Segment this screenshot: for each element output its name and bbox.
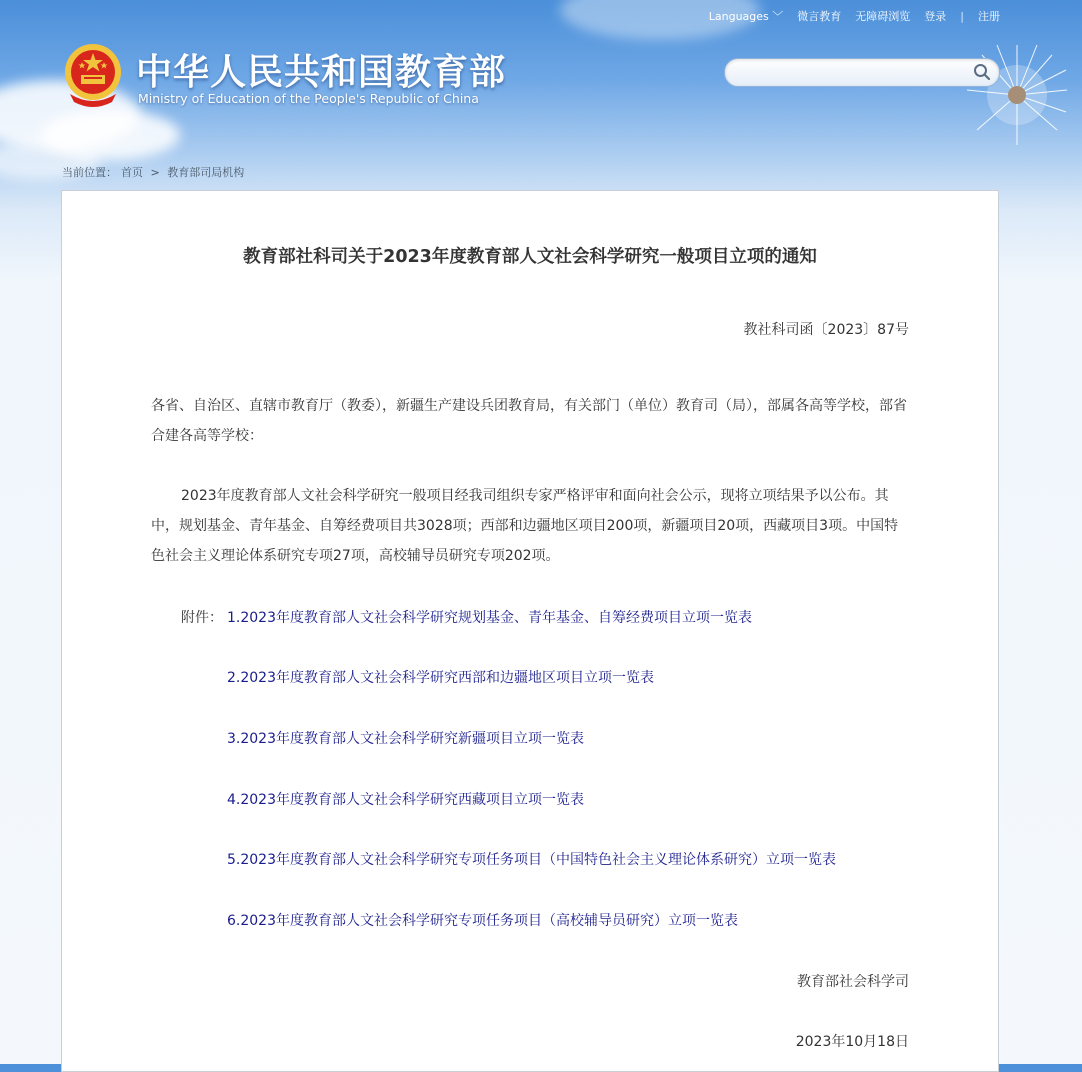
document-panel xyxy=(61,190,999,1072)
attachment-link-6[interactable]: 6.2023年度教育部人文社会科学研究专项任务项目（高校辅导员研究）立项一览表 xyxy=(227,913,738,929)
chevron-down-icon: ﹀ xyxy=(772,10,784,23)
site-title[interactable]: 中华人民共和国教育部 xyxy=(136,52,507,93)
dandelion-decoration xyxy=(962,40,1072,150)
document-number: 教社科司函〔2023〕87号 xyxy=(743,322,909,338)
separator: | xyxy=(960,9,964,23)
site-subtitle: Ministry of Education of the People's Republic of China xyxy=(138,91,479,106)
signature: 教育部社会科学司 xyxy=(797,974,909,990)
search-icon[interactable] xyxy=(973,63,991,81)
top-utility-bar xyxy=(709,8,1000,24)
search-input[interactable] xyxy=(737,62,971,84)
register-link[interactable]: 注册 xyxy=(978,10,1000,23)
attachment-link-2[interactable]: 2.2023年度教育部人文社会科学研究西部和边疆地区项目立项一览表 xyxy=(227,670,654,686)
national-emblem-icon[interactable] xyxy=(62,42,124,108)
attachment-link-5[interactable]: 5.2023年度教育部人文社会科学研究专项任务项目（中国特色社会主义理论体系研究）立项一览表 xyxy=(227,852,836,868)
search-box xyxy=(724,58,1000,87)
breadcrumb-label: 当前位置： xyxy=(62,166,117,179)
breadcrumb-home-link[interactable]: 首页 xyxy=(121,166,143,179)
attachment-link-4[interactable]: 4.2023年度教育部人文社会科学研究西藏项目立项一览表 xyxy=(227,792,584,808)
weiyan-education-link[interactable]: 微言教育 xyxy=(797,10,842,23)
attachments-label: 附件： xyxy=(181,610,223,626)
recipients-paragraph: 各省、自治区、直辖市教育厅（教委），新疆生产建设兵团教育局，有关部门（单位）教育司（局），部属各高等学校，部省合建各高等学校： xyxy=(151,398,907,444)
attachment-link-3[interactable]: 3.2023年度教育部人文社会科学研究新疆项目立项一览表 xyxy=(227,731,584,747)
breadcrumb-separator: > xyxy=(150,166,160,179)
accessibility-link[interactable]: 无障碍浏览 xyxy=(855,10,911,23)
login-link[interactable]: 登录 xyxy=(924,10,947,23)
attachment-link-1[interactable]: 1.2023年度教育部人文社会科学研究规划基金、青年基金、自筹经费项目立项一览表 xyxy=(227,610,752,626)
body-paragraph: 2023年度教育部人文社会科学研究一般项目经我司组织专家严格评审和面向社会公示，现将立项结果予以公布。其中，规划基金、青年基金、自筹经费项目共3028项；西部和边疆地区项目200项，新疆项目20项，西藏项目3项。中国特色社会主义理论体系研究专项27项，高校辅导员研究专项202项。 xyxy=(151,488,899,564)
document-date: 2023年10月18日 xyxy=(795,1034,909,1050)
breadcrumb xyxy=(62,164,248,180)
document-title: 教育部社科司关于2023年度教育部人文社会科学研究一般项目立项的通知 xyxy=(243,247,817,267)
breadcrumb-current-link[interactable]: 教育部司局机构 xyxy=(167,166,245,179)
languages-menu[interactable]: Languages ﹀ xyxy=(708,10,784,23)
